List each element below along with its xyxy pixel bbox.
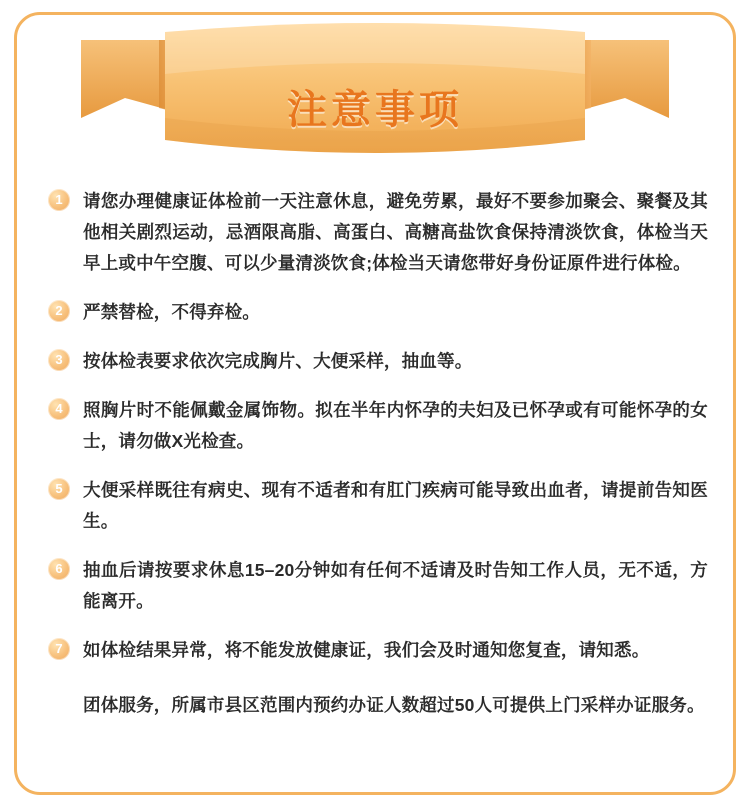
list-item-text: 抽血后请按要求休息15–20分钟如有任何不适请及时告知工作人员，无不适，方能离开。: [83, 560, 708, 611]
list-item: [48, 186, 708, 279]
list-item-text: 如体检结果异常，将不能发放健康证，我们会及时通知您复查，请知悉。: [83, 640, 650, 660]
list-item: [48, 395, 708, 457]
list-item: [48, 297, 708, 328]
list-item: [48, 346, 708, 377]
list-item-number: 5: [48, 478, 70, 500]
list-item-text: 大便采样既往有病史、现有不适者和有肛门疾病可能导致出血者，请提前告知医生。: [83, 480, 708, 531]
list-item-number: 2: [48, 300, 70, 322]
notice-list: [48, 186, 708, 739]
ribbon-banner: [0, 22, 750, 172]
list-item-text: 严禁替检，不得弃检。: [83, 302, 260, 322]
page-title: 注意事项: [287, 88, 463, 132]
list-item-text: 请您办理健康证体检前一天注意休息，避免劳累，最好不要参加聚会、聚餐及其他相关剧烈运动，忌酒限高脂、高蛋白、高糖高盐饮食保持清淡饮食，体检当天早上或中午空腹、可以少量清淡饮食;体检当天请您带好身份证原件进行体检。: [83, 191, 708, 273]
list-item: [48, 475, 708, 537]
list-item-number: 6: [48, 558, 70, 580]
list-item: [48, 555, 708, 617]
list-item-text: 照胸片时不能佩戴金属饰物。拟在半年内怀孕的夫妇及已怀孕或有可能怀孕的女士，请勿做X光检查。: [83, 400, 708, 451]
list-item-number: 7: [48, 638, 70, 660]
footer-note-text: 团体服务，所属市县区范围内预约办证人数超过50人可提供上门采样办证服务。: [83, 695, 705, 715]
list-item-text: 按体检表要求依次完成胸片、大便采样，抽血等。: [83, 351, 473, 371]
list-item-number: 1: [48, 189, 70, 211]
list-item-number: 3: [48, 349, 70, 371]
footer-note-row: [48, 690, 708, 721]
list-item-number: 4: [48, 398, 70, 420]
list-item: [48, 635, 708, 666]
